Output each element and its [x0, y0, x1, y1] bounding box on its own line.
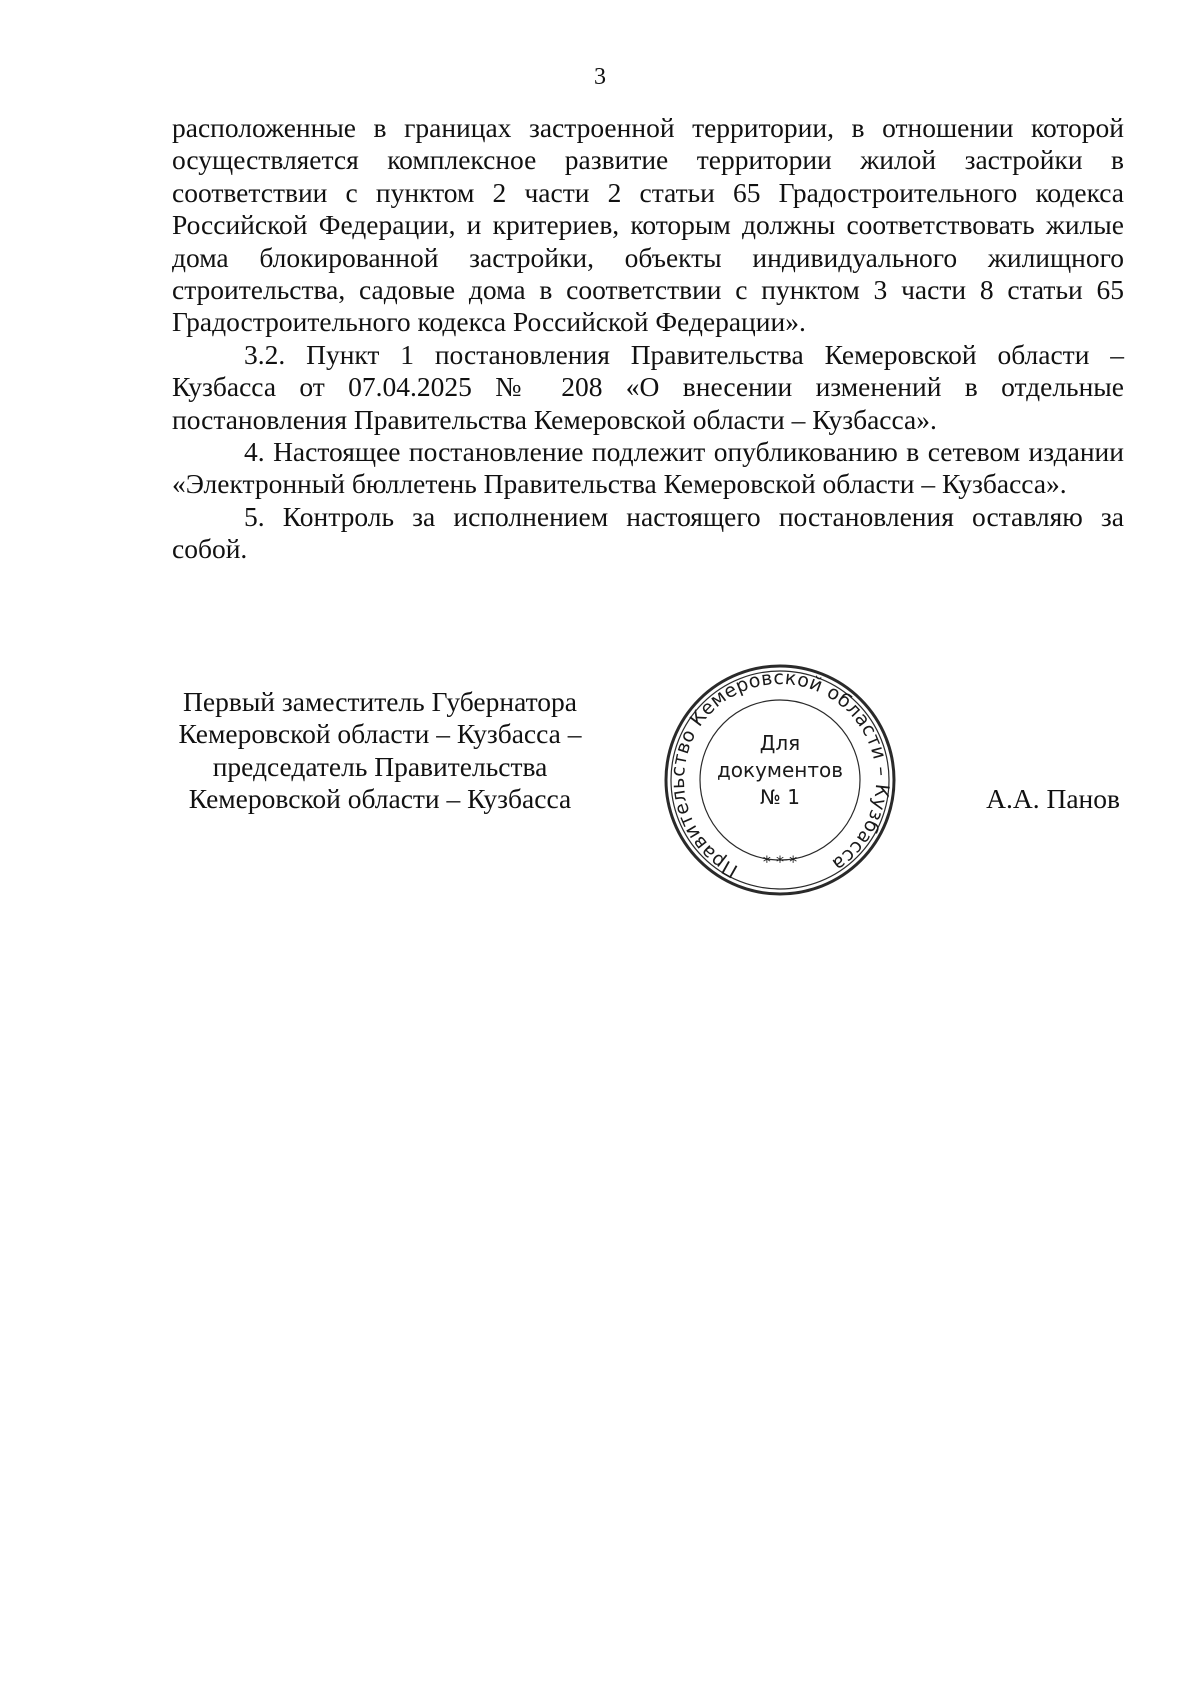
- signer-position-line: Кемеровской области – Кузбасса: [188, 783, 572, 815]
- seal-stars: * * *: [762, 852, 798, 871]
- seal-center-line: документов: [716, 758, 844, 782]
- signer-position-line: Первый заместитель Губернатора: [183, 686, 577, 717]
- signer-name: А.А. Панов: [986, 783, 1120, 814]
- seal-ring-text: Правительство Кемеровской области – Кузбасса: [666, 666, 894, 882]
- document-body: [172, 112, 1124, 566]
- signer-position: [170, 686, 590, 816]
- seal-center-line: Для: [759, 731, 801, 755]
- paragraph-3-2: 3.2. Пункт 1 постановления Правительства Кемеровской области – Кузбасса от 07.04.2025 № 208 «О внесении изменений в отдельные постановления Правительства Кемеровской области – Кузбасса».: [172, 338, 1124, 435]
- paragraph-5: 5. Контроль за исполнением настоящего постановления оставляю за собой.: [172, 500, 1124, 565]
- paragraph-continuation: расположенные в границах застроенной территории, в отношении которой осуществляется комплексное развитие территории жилой застройки в соответствии с пунктом 2 части 2 статьи 65 Градостроительного кодекса Российской Федерации, и критериев, которым должны соответствовать жилые дома блокированной застройки, объекты индивидуального жилищного строительства, садовые дома в соответствии с пунктом 3 части 8 статьи 65 Градостроительного кодекса Российской Федерации».: [172, 112, 1124, 338]
- page-number: 3: [594, 64, 606, 90]
- seal-center-line: № 1: [760, 785, 800, 809]
- paragraph-4: 4. Настоящее постановление подлежит опубликованию в сетевом издании «Электронный бюллетень Правительства Кемеровской области – Кузбасса».: [172, 436, 1124, 500]
- seal-graphic: [660, 660, 900, 900]
- official-seal: [660, 660, 900, 900]
- signer-position-line: Кемеровской области – Кузбасса –: [178, 718, 582, 750]
- signer-position-line: председатель Правительства: [212, 750, 548, 782]
